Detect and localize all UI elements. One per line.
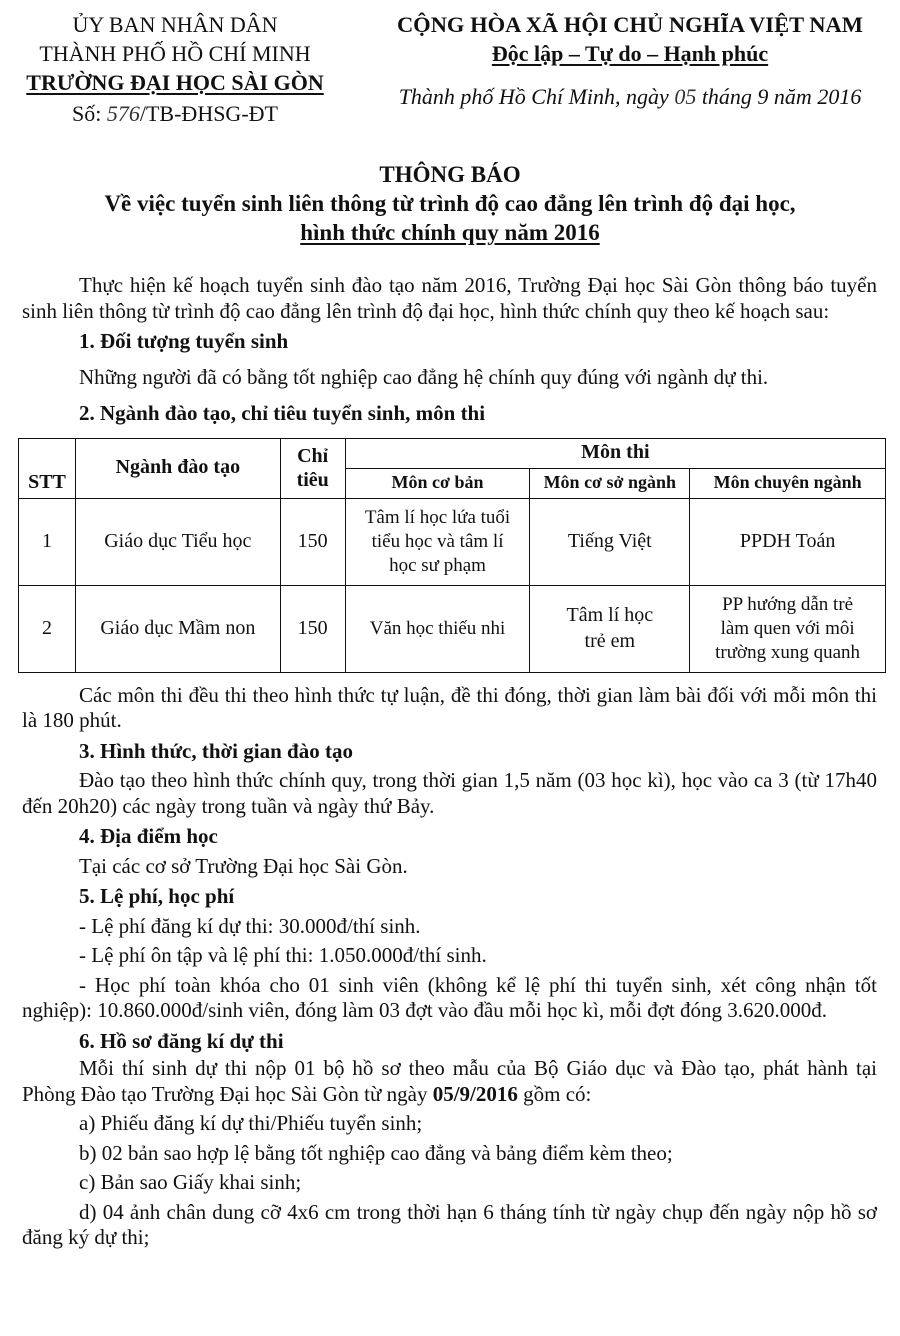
dossier-item-d: d) 04 ảnh chân dung cỡ 4x6 cm trong thời hạn 6 tháng tính từ ngày chụp đến ngày nộp hồ sơ đăng ký dự thi; [22,1199,877,1249]
header-exams: Môn thi [345,438,885,468]
cell-stt: 2 [19,585,76,672]
table-row [19,585,886,672]
cell-line: Văn học thiếu nhi [369,617,506,639]
header-base-subject: Môn cơ sở ngành [530,468,690,498]
cell-specialized-subject [690,498,886,585]
section-6-intro-a: Mỗi thí sinh dự thi nộp 01 bộ hồ sơ theo mẫu của Bộ Giáo dục và Đào tạo, phát hành tại Phòng Đào tạo Trường Đại học Sài Gòn từ ngày [22,1056,877,1106]
school-name [10,68,340,97]
cell-line: PP hướng dẫn trẻ [722,593,854,615]
section-5-title: 5. Lệ phí, học phí [79,884,235,908]
dossier-item-b: b) 02 bản sao hợp lệ bằng tốt nghiệp cao đẳng và bảng điểm kèm theo; [79,1140,673,1165]
dossier-item-c: c) Bản sao Giấy khai sinh; [79,1170,302,1194]
cell-line: Tâm lí học lứa tuổi [364,506,511,528]
admission-table [18,438,886,673]
section-1-title: 1. Đối tượng tuyển sinh [79,329,289,353]
section-6-title: 6. Hồ sơ đăng kí dự thi [79,1028,284,1053]
notice-title: THÔNG BÁO [379,162,521,187]
cell-major: Giáo dục Tiểu học [75,498,280,585]
fee-item-tuition: - Học phí toàn khóa cho 01 sinh viên (không kể lệ phí thi tuyển sinh, xét công nhận tốt nghiệp): 10.860.000đ/sinh viên, đóng làm 03 đợt vào đầu mỗi học kì, mỗi đợt đóng 3.620.000đ. [22,972,877,1022]
header-specialized-subject: Môn chuyên ngành [690,468,886,498]
cell-basic-subject [345,498,530,585]
fee-item-review-and-exam: - Lệ phí ôn tập và lệ phí thi: 1.050.000đ/thí sinh. [79,943,487,967]
intro-paragraph: Thực hiện kế hoạch tuyển sinh đào tạo năm 2016, Trường Đại học Sài Gòn thông báo tuyển sinh liên thông từ trình độ cao đẳng lên trình độ đại học, hình thức chính quy theo kế hoạch sau: [22,273,877,323]
section-4-text: Tại các cơ sở Trường Đại học Sài Gòn. [79,853,408,878]
motto-text: Độc lập – Tự do – Hạnh phúc [491,41,769,66]
section-3-text: Đào tạo theo hình thức chính quy, trong thời gian 1,5 năm (03 học kì), học vào ca 3 (từ 17h40 đến 20h20) các ngày trong tuần và ngày thứ Bảy. [22,768,877,818]
section-6-intro-b: gồm có: [517,1081,592,1106]
table-header-row [19,438,886,468]
notice-heading [0,160,900,247]
section-6-intro [22,1056,877,1107]
document-header [0,10,900,135]
cell-quota: 150 [280,498,345,585]
header-quota [280,438,345,498]
reference-number [10,99,340,128]
issuer-line-2: THÀNH PHỐ HỒ CHÍ MINH [39,41,311,66]
section-4-title: 4. Địa điểm học [79,824,218,848]
dossier-start-date: 05/9/2016 [432,1081,518,1106]
country-name: CỘNG HÒA XÃ HỘI CHỦ NGHĨA VIỆT NAM [396,12,864,37]
notice-subtitle-1: Về việc tuyển sinh liên thông từ trình độ cao đẳng lên trình độ đại học, [104,191,796,216]
ref-suffix: /TB-ĐHSG-ĐT [139,101,278,126]
ref-prefix: Số: [72,101,107,126]
notice-subtitle-2-text: hình thức chính quy năm 2016 [300,220,600,245]
date-prefix: Thành phố Hồ Chí Minh, ngày [398,84,675,109]
exam-format-note: Các môn thi đều thi theo hình thức tự luận, đề thi đóng, thời gian làm bài đối với mỗi môn thi là 180 phút. [22,682,877,732]
dossier-item-a: a) Phiếu đăng kí dự thi/Phiếu tuyển sinh; [79,1111,423,1135]
cell-line: làm quen với môi [720,617,855,639]
cell-line: trẻ em [584,629,636,652]
issuer-line-1: ỦY BAN NHÂN DÂN [72,12,278,37]
notice-subtitle-2 [0,218,900,247]
header-quota-line-1: Chỉ [297,445,329,467]
motto [370,39,890,68]
place-date [370,82,890,111]
school-name-text: TRƯỜNG ĐẠI HỌC SÀI GÒN [26,70,324,95]
header-stt: STT [19,438,76,498]
cell-line: trường xung quanh [715,641,861,663]
cell-basic-subject [345,585,530,672]
section-2-title: 2. Ngành đào tạo, chỉ tiêu tuyển sinh, môn thi [79,401,486,425]
cell-line: Tâm lí học [566,604,654,626]
header-major: Ngành đào tạo [75,438,280,498]
issuer-block [10,10,340,128]
notice-body [22,273,877,1251]
fee-item-exam-registration: - Lệ phí đăng kí dự thi: 30.000đ/thí sinh. [79,913,421,938]
header-quota-line-2: tiêu [296,469,329,491]
cell-line: tiểu học và tâm lí [371,530,504,552]
section-3-title: 3. Hình thức, thời gian đào tạo [79,738,353,763]
cell-stt: 1 [19,498,76,585]
cell-line: Tiếng Việt [567,529,652,552]
cell-base-subject [530,498,690,585]
section-1-text: Những người đã có bằng tốt nghiệp cao đẳng hệ chính quy đúng với ngành dự thi. [79,364,769,389]
table-row [19,498,886,585]
ref-number-handwritten: 576 [106,101,140,126]
cell-line: PPDH Toán [739,529,836,552]
date-day-handwritten: 05 [674,84,697,109]
cell-major: Giáo dục Mầm non [75,585,280,672]
header-basic-subject: Môn cơ bản [345,468,530,498]
national-heading [370,10,890,111]
cell-line: học sư phạm [389,554,486,576]
cell-quota: 150 [280,585,345,672]
cell-specialized-subject [690,585,886,672]
cell-base-subject [530,585,690,672]
date-suffix: tháng 9 năm 2016 [696,84,862,109]
